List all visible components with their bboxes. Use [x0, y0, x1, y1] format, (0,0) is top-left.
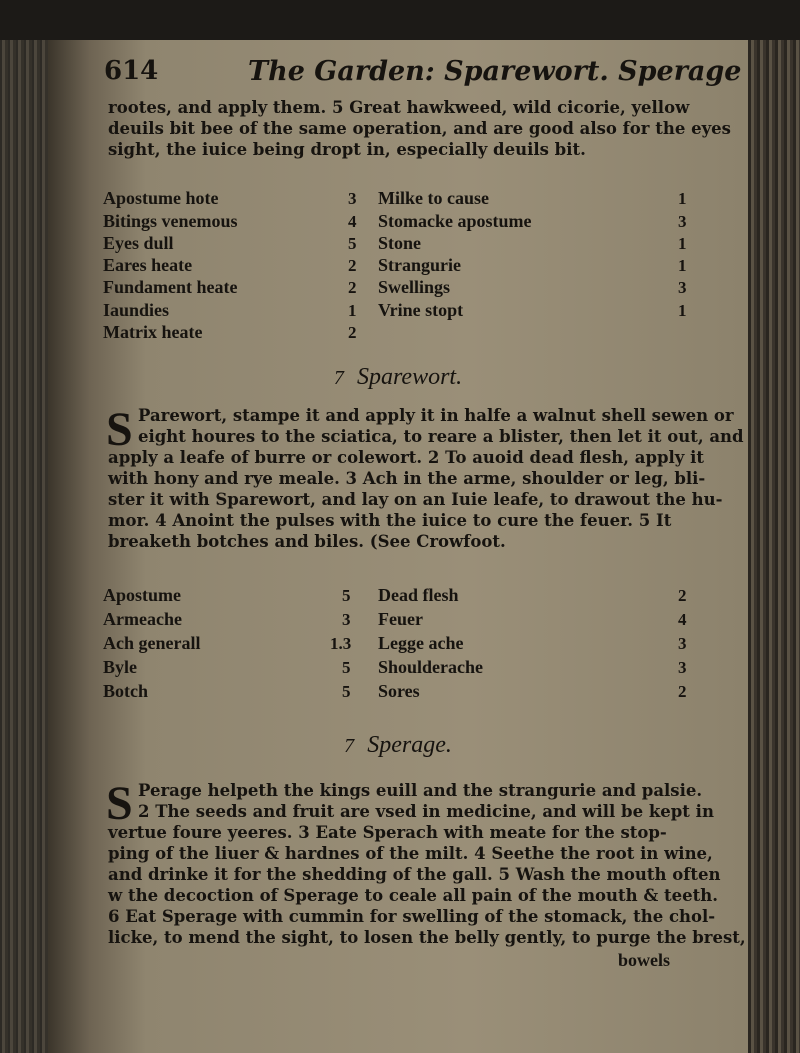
ailment-right-number: 4	[678, 610, 687, 629]
page-number: 614	[104, 56, 159, 86]
ailment-left-number: 2	[348, 323, 357, 342]
section-marker: 7	[344, 735, 355, 757]
text-line: deuils bit bee of the same operation, and are good also for the eyes	[108, 119, 731, 138]
ailment-right-number: 3	[678, 658, 687, 677]
ailment-left: Ach generall	[103, 633, 201, 653]
ailment-right: Vrine stopt	[378, 300, 464, 320]
ailment-left-number: 5	[342, 586, 351, 605]
ailment-right: Milke to cause	[378, 188, 489, 208]
ailment-left-number: 2	[348, 256, 357, 275]
text-line: and drinke it for the shedding of the gall. 5 Wash the mouth often	[108, 865, 721, 884]
text-line: apply a leafe of burre or colewort. 2 To auoid dead flesh, apply it	[108, 448, 705, 467]
text-line: w the decoction of Sperage to ceale all pain of the mouth & teeth.	[108, 886, 719, 905]
ailment-right-number: 1	[678, 301, 687, 320]
text-line: Parewort, stampe it and apply it in halfe a walnut shell sewen or	[138, 406, 734, 425]
ailment-left-number: 5	[348, 234, 357, 253]
ailment-left: Fundament heate	[103, 277, 238, 297]
ailment-left-number: 1	[348, 301, 357, 320]
ailment-left: Iaundies	[103, 300, 170, 320]
text-line: ster it with Sparewort, and lay on an Iuie leafe, to drawout the hu-	[108, 490, 723, 509]
ailment-left: Byle	[103, 657, 137, 677]
ailment-right-number: 1	[678, 189, 687, 208]
running-head: The Garden: Sparewort. Sperage	[248, 56, 742, 87]
ailment-right: Sores	[378, 681, 420, 701]
ailment-left-number: 5	[342, 682, 351, 701]
ailment-right: Stone	[378, 233, 422, 253]
section-heading-sparewort	[48, 364, 748, 391]
text-line: 2 The seeds and fruit are vsed in medicine, and will be kept in	[138, 802, 714, 821]
ailment-left-number: 2	[348, 278, 357, 297]
ailment-right: Strangurie	[378, 255, 461, 275]
binding-gutter	[0, 40, 52, 1053]
ailment-right-number: 3	[678, 212, 687, 231]
ailment-left: Botch	[103, 681, 148, 701]
ailment-left: Bitings venemous	[103, 211, 238, 231]
text-line: breaketh botches and biles. (See Crowfoot.	[108, 532, 506, 551]
page-header	[48, 56, 748, 96]
text-line: eight houres to the sciatica, to reare a blister, then let it out, and	[138, 427, 744, 446]
ailment-left: Eyes dull	[103, 233, 174, 253]
ailment-left-number: 3	[348, 189, 357, 208]
book-page	[48, 40, 748, 1053]
ailment-left-number: 1.3	[330, 634, 352, 653]
text-line: with hony and rye meale. 3 Ach in the arme, shoulder or leg, bli-	[108, 469, 706, 488]
ailment-left: Apostume hote	[103, 188, 219, 208]
drop-capital: S	[106, 777, 133, 830]
text-line: ping of the liuer & hardnes of the milt. 4 Seethe the root in wine,	[108, 844, 713, 863]
ailment-left: Matrix heate	[103, 322, 203, 342]
ailment-left: Eares heate	[103, 255, 193, 275]
ailment-right-number: 1	[678, 234, 687, 253]
ailment-right-number: 3	[678, 634, 687, 653]
ailment-right: Shoulderache	[378, 657, 484, 677]
section-marker: 7	[333, 367, 344, 389]
ailment-right-number: 2	[678, 586, 687, 605]
ailment-left: Apostume	[103, 585, 182, 605]
ailment-right: Swellings	[378, 277, 451, 297]
ailment-left: Armeache	[103, 609, 182, 629]
text-line: sight, the iuice being dropt in, especially deuils bit.	[108, 140, 586, 159]
ailment-right: Stomacke apostume	[378, 211, 532, 231]
ailment-right: Legge ache	[378, 633, 464, 653]
ailment-right-number: 1	[678, 256, 687, 275]
drop-capital: S	[106, 403, 133, 456]
text-line: Perage helpeth the kings euill and the strangurie and palsie.	[138, 781, 703, 800]
text-line: licke, to mend the sight, to losen the belly gently, to purge the brest,	[108, 928, 746, 947]
ailment-right-number: 2	[678, 682, 687, 701]
text-line: mor. 4 Anoint the pulses with the iuice to cure the feuer. 5 It	[108, 511, 672, 530]
text-line: rootes, and apply them. 5 Great hawkweed, wild cicorie, yellow	[108, 98, 690, 117]
section-title: Sperage.	[367, 732, 452, 758]
ailment-right: Feuer	[378, 609, 423, 629]
ailment-right: Dead flesh	[378, 585, 459, 605]
ailment-left-number: 5	[342, 658, 351, 677]
catchword: bowels	[618, 950, 671, 970]
ailment-left-number: 3	[342, 610, 351, 629]
section-heading-sperage	[48, 732, 748, 759]
section-title: Sparewort.	[356, 364, 463, 390]
text-line: 6 Eat Sperage with cummin for swelling of the stomack, the chol-	[108, 907, 716, 926]
text-line: vertue foure yeeres. 3 Eate Sperach with meate for the stop-	[108, 823, 667, 842]
page-edges	[748, 40, 800, 1053]
ailment-right-number: 3	[678, 278, 687, 297]
ailment-left-number: 4	[348, 212, 357, 231]
